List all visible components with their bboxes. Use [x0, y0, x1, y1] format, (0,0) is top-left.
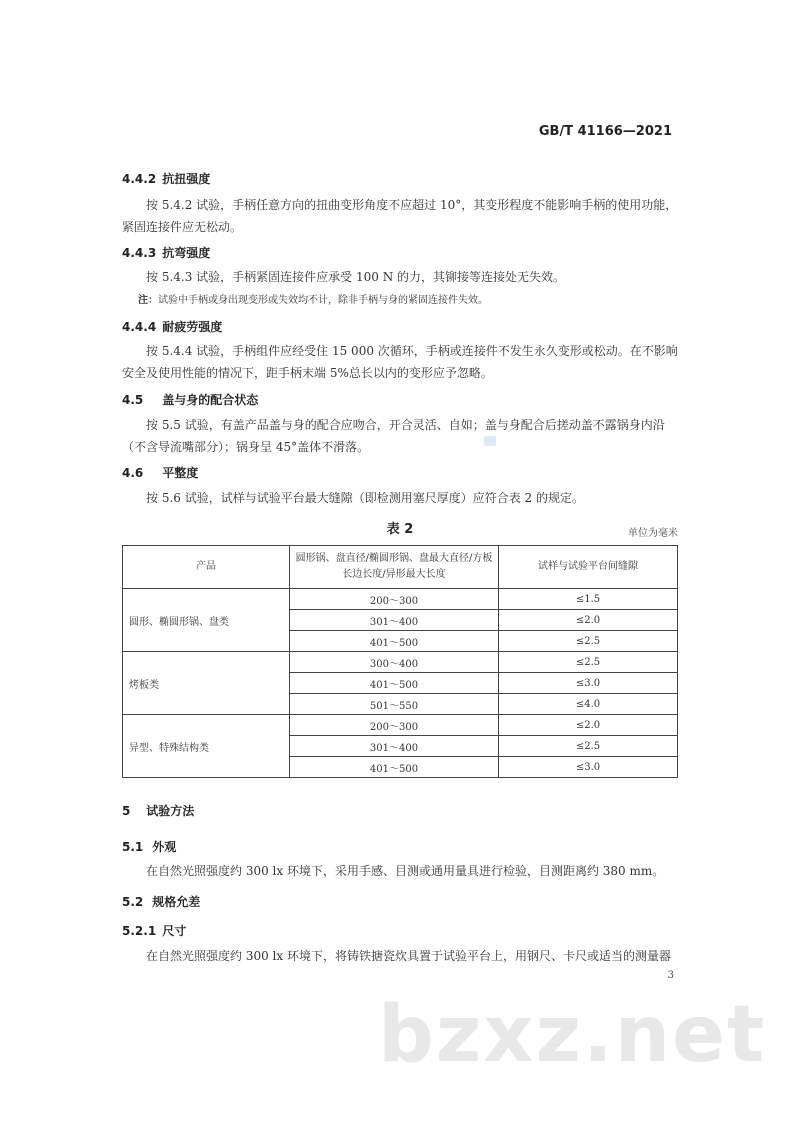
table-row	[123, 652, 678, 673]
heading-4-6	[122, 464, 198, 481]
table-title: 表 2	[386, 522, 414, 537]
table-unit: 单位为毫米	[628, 528, 678, 539]
gap-cell: ≤2.5	[499, 736, 678, 757]
product-cell: 圆形、椭圆形锅、盘类	[123, 589, 290, 652]
section-title: 尺寸	[162, 924, 187, 938]
gap-cell: ≤2.5	[499, 631, 678, 652]
small-stamp-mark	[484, 436, 496, 446]
size-cell: 401～500	[290, 673, 499, 694]
product-cell: 异型、特殊结构类	[123, 715, 290, 778]
paragraph-4-4-2: 按 5.4.2 试验，手柄任意方向的扭曲变形角度不应超过 10°，其变形程度不能影响手柄的使用功能，紧固连接件应无松动。	[122, 198, 678, 234]
size-cell: 200～300	[290, 715, 499, 736]
heading-4-4-4	[122, 318, 222, 335]
size-cell: 301～400	[290, 610, 499, 631]
page-number: 3	[667, 970, 674, 981]
gap-cell: ≤2.5	[499, 652, 678, 673]
gap-table	[122, 545, 678, 778]
watermark: bzxz.net	[378, 990, 767, 1080]
section-title: 抗弯强度	[162, 246, 211, 260]
section-title: 规格允差	[152, 895, 201, 909]
section-title: 外观	[152, 840, 177, 854]
gap-cell: ≤2.0	[499, 610, 678, 631]
note-text: 试验中手柄或身出现变形或失效均不计，除非手柄与身的紧固连接件失效。	[158, 295, 488, 306]
heading-5-2	[122, 893, 200, 910]
gap-cell: ≤3.0	[499, 673, 678, 694]
note-4-4-3	[138, 291, 678, 306]
section-title: 盖与身的配合状态	[162, 393, 259, 407]
section-title: 平整度	[162, 466, 199, 480]
gap-cell: ≤4.0	[499, 694, 678, 715]
standard-code: GB/T 41166—2021	[538, 124, 672, 139]
gap-cell: ≤1.5	[499, 589, 678, 610]
size-cell: 200～300	[290, 589, 499, 610]
note-label: 注：	[138, 295, 158, 306]
gap-cell: ≤2.0	[499, 715, 678, 736]
section-number: 4.5	[122, 393, 144, 407]
section-number: 5.2.1	[122, 924, 157, 938]
gap-cell: ≤3.0	[499, 757, 678, 778]
header-product: 产品	[123, 546, 290, 589]
table-header-row	[123, 546, 678, 589]
paragraph-4-6: 按 5.6 试验，试样与试验平台最大缝隙（即检测用塞尺厚度）应符合表 2 的规定。	[146, 491, 584, 505]
heading-4-4-3	[122, 244, 210, 261]
heading-4-5	[122, 391, 258, 408]
section-title: 耐疲劳强度	[162, 320, 223, 334]
table-row	[123, 715, 678, 736]
size-cell: 401～500	[290, 631, 499, 652]
section-number: 5.1	[122, 840, 144, 854]
section-number: 4.4.2	[122, 172, 157, 186]
header-size: 圆形锅、盘直径/椭圆形锅、盘最大直径/方板长边长度/异形最大长度	[290, 546, 499, 589]
section-number: 4.4.4	[122, 320, 157, 334]
paragraph-4-5: 按 5.5 试验，有盖产品盖与身的配合应吻合，开合灵活、自如；盖与身配合后搓动盖不露锅身内沿（不含导流嘴部分）；锅身呈 45°盖体不滑落。	[122, 418, 665, 454]
product-cell: 烤板类	[123, 652, 290, 715]
section-number: 5	[122, 804, 131, 818]
size-cell: 300～400	[290, 652, 499, 673]
table-row	[123, 589, 678, 610]
section-title: 抗扭强度	[162, 172, 211, 186]
size-cell: 401～500	[290, 757, 499, 778]
size-cell: 301～400	[290, 736, 499, 757]
section-number: 4.4.3	[122, 246, 157, 260]
paragraph-5-2-1: 在自然光照强度约 300 lx 环境下，将铸铁搪瓷炊具置于试验平台上，用钢尺、卡尺或适当的测量器	[146, 949, 671, 963]
paragraph-5-1: 在自然光照强度约 300 lx 环境下，采用手感、目测或通用量具进行检验，目测距离约 380 mm。	[146, 864, 665, 878]
paragraph-4-4-4: 按 5.4.4 试验，手柄组件应经受住 15 000 次循环，手柄或连接件不发生永久变形或松动。在不影响安全及使用性能的情况下，距手柄末端 5%总长以内的变形应予忽略。	[122, 344, 678, 380]
section-number: 5.2	[122, 895, 144, 909]
section-title: 试验方法	[146, 804, 195, 818]
heading-5-1	[122, 838, 176, 855]
section-number: 4.6	[122, 466, 144, 480]
header-gap: 试样与试验平台间缝隙	[499, 546, 678, 589]
size-cell: 501～550	[290, 694, 499, 715]
paragraph-4-4-3: 按 5.4.3 试验，手柄紧固连接件应承受 100 N 的力，其铆接等连接处无失效。	[146, 270, 566, 284]
heading-5-2-1	[122, 922, 186, 939]
heading-5	[122, 802, 194, 819]
heading-4-4-2	[122, 170, 210, 187]
